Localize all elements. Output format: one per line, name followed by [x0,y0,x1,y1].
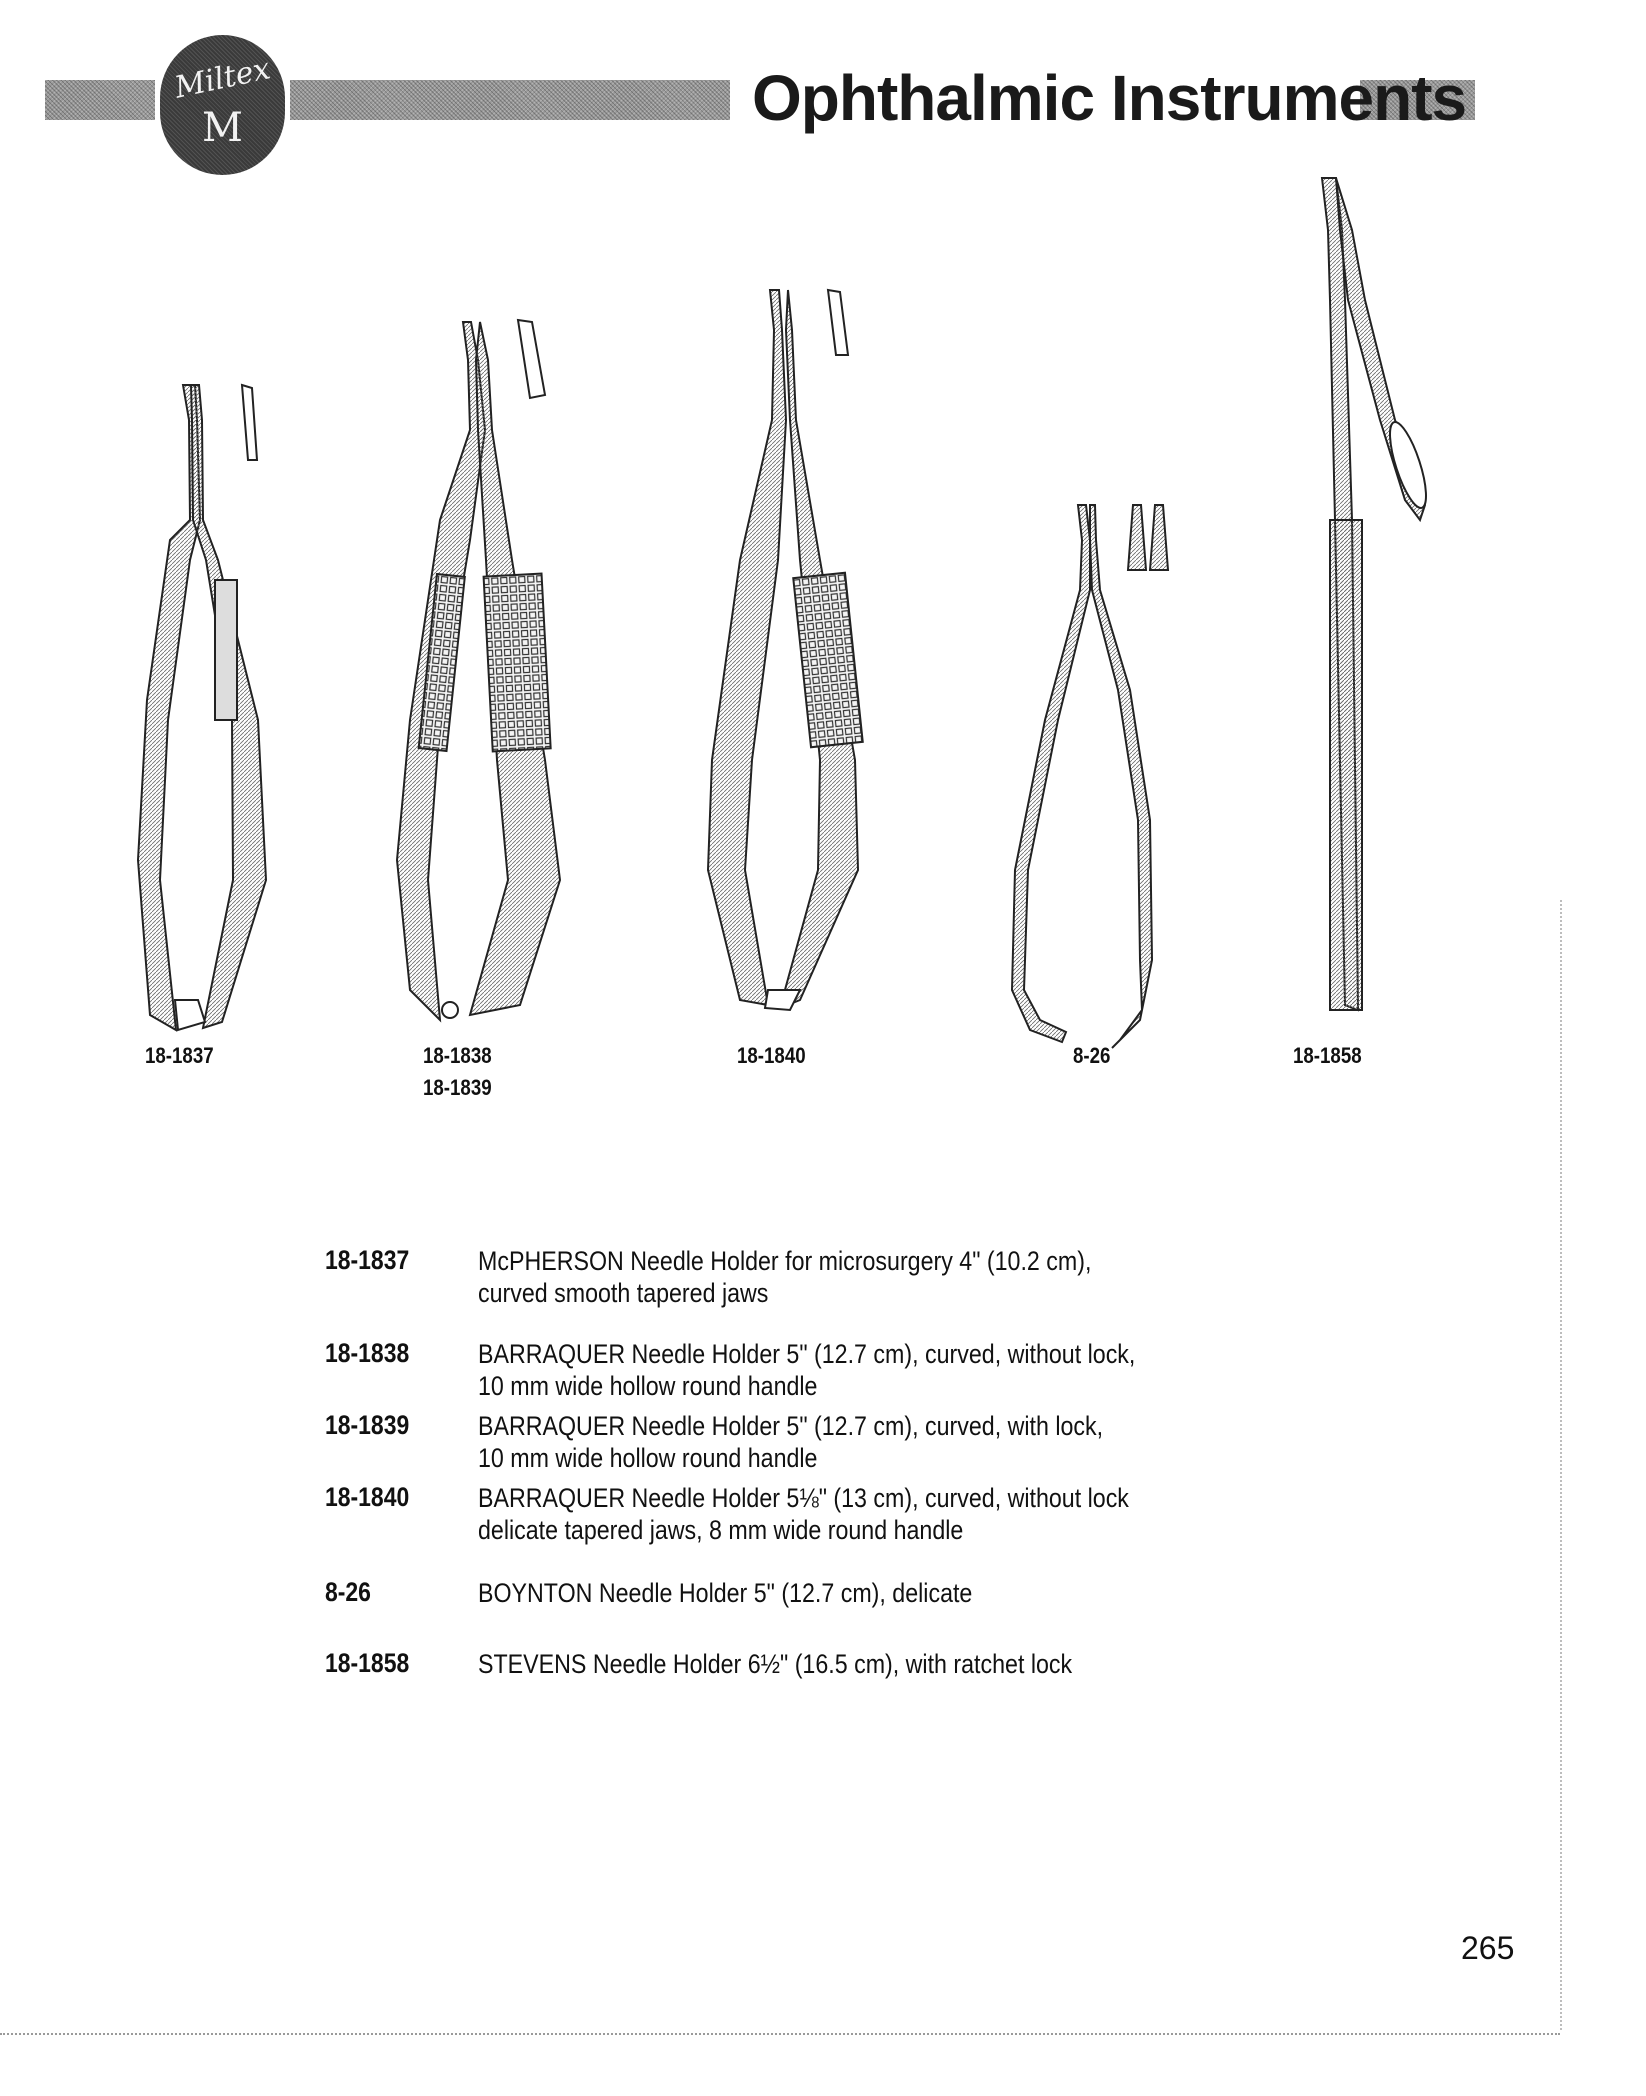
caption-18-1840: 18-1840 [737,1043,806,1068]
item-description: McPHERSON Needle Holder for microsurgery 4" (10.2 cm), curved smooth tapered jaws [478,1246,1092,1308]
item-number: 18-1837 [325,1245,410,1275]
logo-monogram: M [202,105,243,151]
item-description: BOYNTON Needle Holder 5" (12.7 cm), delicate [478,1578,973,1608]
caption-18-1839: 18-1839 [423,1075,492,1100]
item-number: 8-26 [325,1577,371,1607]
stevens-needle-holder-illustration [1322,178,1433,1010]
barraquer-needle-holder-illustration [397,320,560,1020]
page-title: Ophthalmic Instruments [752,62,1467,134]
side-divider [1560,900,1562,2030]
item-number: 18-1840 [325,1482,410,1512]
item-number: 18-1858 [325,1648,410,1678]
caption-18-1858: 18-1858 [1293,1043,1362,1068]
footer-divider [0,2033,1560,2035]
caption-18-1838: 18-1838 [423,1043,492,1068]
item-number: 18-1839 [325,1410,410,1440]
caption-8-26: 8-26 [1073,1043,1111,1068]
item-number: 18-1838 [325,1338,410,1368]
mcpherson-needle-holder-illustration [138,385,266,1030]
page-number: 265 [1461,1930,1515,1966]
boynton-needle-holder-illustration [1012,505,1168,1048]
item-description: BARRAQUER Needle Holder 5" (12.7 cm), curved, without lock, 10 mm wide hollow round handle [478,1339,1136,1401]
item-description: STEVENS Needle Holder 6½" (16.5 cm), with ratchet lock [478,1649,1073,1679]
logo-script-text: Miltex [171,51,274,106]
item-description: BARRAQUER Needle Holder 5" (12.7 cm), curved, with lock, 10 mm wide hollow round handle [478,1411,1104,1473]
item-description: BARRAQUER Needle Holder 5⅛" (13 cm), curved, without lock delicate tapered jaws, 8 mm wide round handle [478,1483,1129,1545]
barraquer-delicate-needle-holder-illustration [708,290,863,1010]
caption-18-1837: 18-1837 [145,1043,214,1068]
